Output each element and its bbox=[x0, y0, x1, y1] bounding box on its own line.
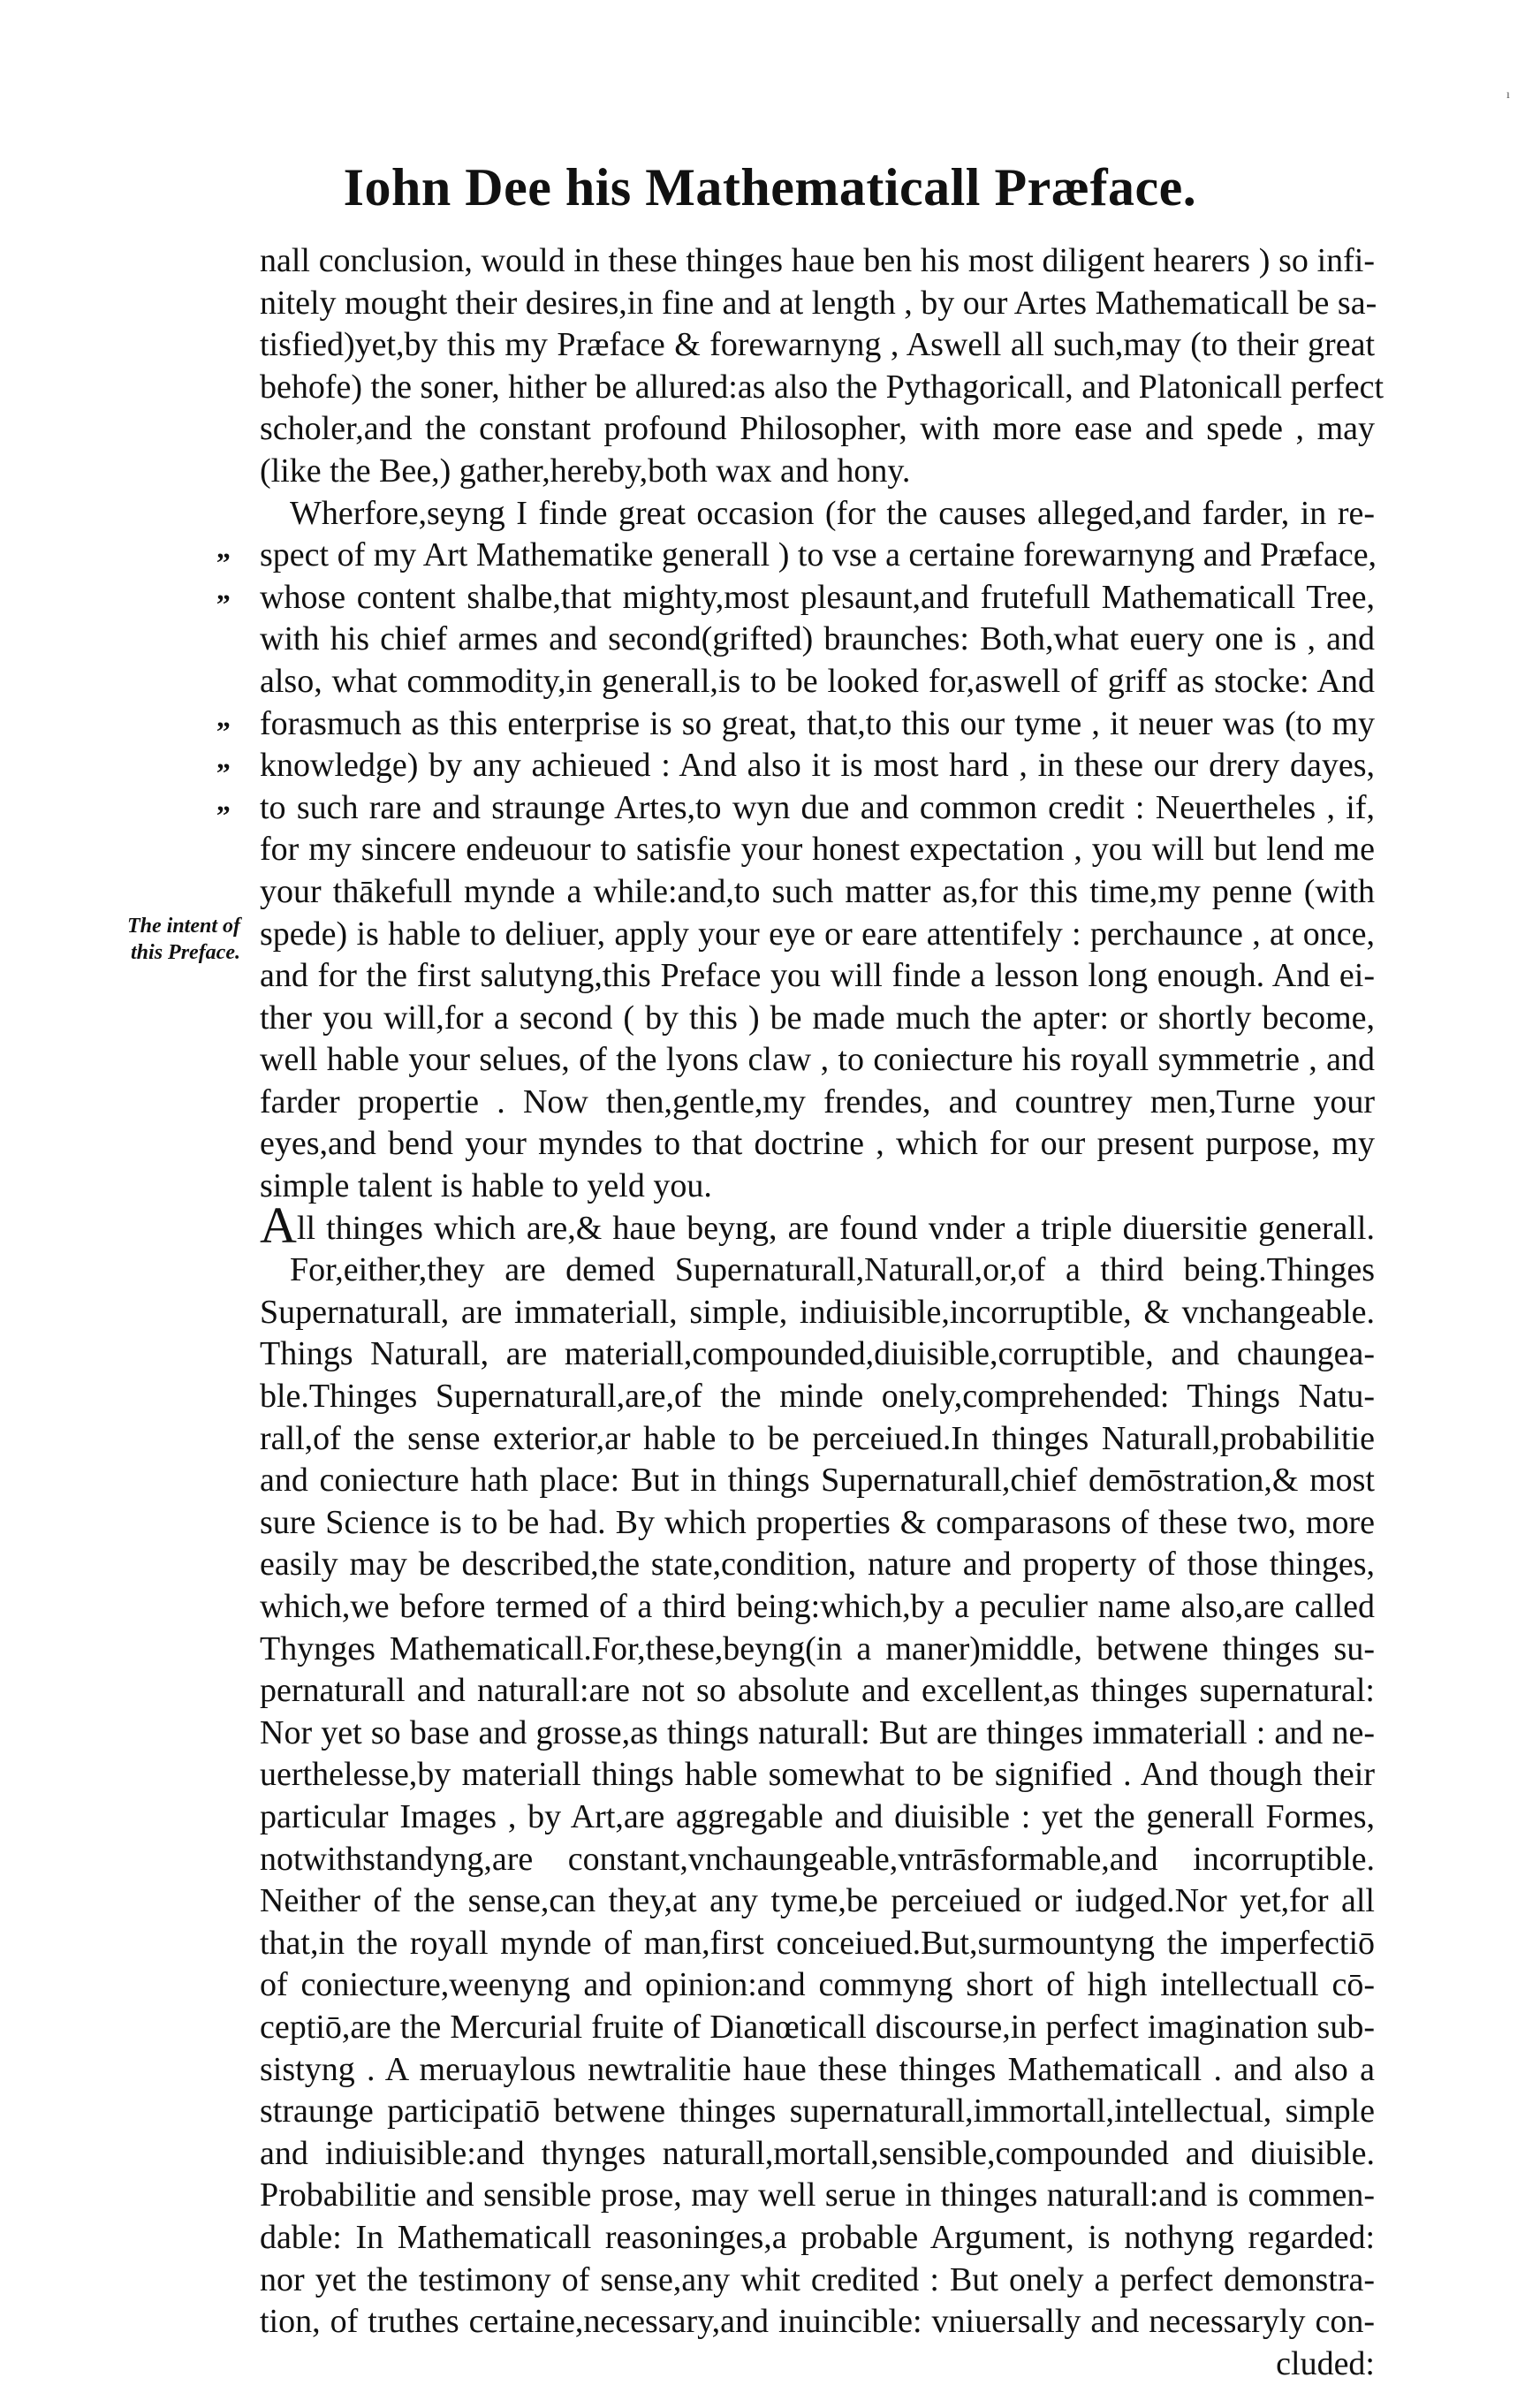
text-line: ther you will,for a second ( by this ) be made much the apter: or shortly become, bbox=[260, 999, 1375, 1037]
text-line: scholer,and the constant profound Philosopher, with more ease and spede , may bbox=[260, 410, 1375, 448]
text-line: that,in the royall mynde of man,first conceiued.But,surmountyng the imperfectiō bbox=[260, 1924, 1375, 1962]
text-line: uerthelesse,by materiall things hable somewhat to be signified . And though their bbox=[260, 1756, 1375, 1794]
text-line: well hable your selues, of the lyons claw , to coniecture his royall symmetrie , and bbox=[260, 1041, 1375, 1079]
text-line: tisfied)yet,by this my Præface & forewarnyng , Aswell all such,may (to their great bbox=[260, 326, 1375, 364]
text-line: Neither of the sense,can they,at any tyme,be perceiued or iudged.Nor yet,for all bbox=[260, 1882, 1375, 1920]
margin-note-line-1: The intent of bbox=[126, 915, 240, 938]
body-text bbox=[260, 240, 1384, 2385]
text-line: nitely mought their desires,in fine and at length , by our Artes Mathematicall be sa- bbox=[260, 284, 1377, 322]
text-line: nor yet the testimony of sense,any whit credited : But onely a perfect demonstra- bbox=[260, 2260, 1375, 2298]
text-line: sistyng . A meruaylous newtralitie haue these thinges Mathematicall . and also a bbox=[260, 2050, 1375, 2088]
text-line: particular Images , by Art,are aggregable and diuisible : yet the generall Formes, bbox=[260, 1797, 1375, 1835]
text-line: whose content shalbe,that mighty,most plesaunt,and frutefull Mathematicall Tree, bbox=[260, 578, 1375, 616]
text-line: nall conclusion, would in these thinges haue ben his most diligent hearers ) so infi- bbox=[260, 242, 1375, 279]
text-line: to such rare and straunge Artes,to wyn due and common credit : Neuertheles , if, bbox=[260, 788, 1375, 826]
text-line: behofe) the soner, hither be allured:as also the Pythagoricall, and Platonicall perfect bbox=[260, 368, 1384, 406]
text-line-dropcap bbox=[260, 1196, 1375, 1254]
text-line: with his chief armes and second(grifted) braunches: Both,what euery one is , and bbox=[260, 620, 1375, 658]
text-line: Wherfore,seyng I finde great occasion (for the causes alleged,and farder, in re- bbox=[290, 494, 1375, 532]
text-line: forasmuch as this enterprise is so great, that,to this our tyme , it neuer was (to my bbox=[260, 704, 1375, 742]
quote-mark: „ bbox=[216, 785, 231, 817]
text-line: Things Naturall, are materiall,compounded,diuisible,corruptible, and chaungea- bbox=[260, 1335, 1375, 1373]
text-line: eyes,and bend your myndes to that doctrine , which for our present purpose, my bbox=[260, 1125, 1375, 1163]
text-line: and coniecture hath place: But in things Supernaturall,chief demōstration,& most bbox=[260, 1462, 1375, 1500]
corner-mark: ı bbox=[1506, 88, 1510, 102]
drop-cap: A bbox=[260, 1196, 297, 1254]
text-line: also, what commodity,in generall,is to be looked for,aswell of griff as stocke: And bbox=[260, 662, 1375, 700]
text-line: spede) is hable to deliuer, apply your eye or eare attentifely : perchaunce , at once, bbox=[260, 915, 1375, 953]
text-line: simple talent is hable to yeld you. bbox=[260, 1167, 712, 1205]
text-line: ble.Thinges Supernaturall,are,of the minde onely,comprehended: Things Natu- bbox=[260, 1378, 1375, 1416]
text-line: sure Science is to be had. By which properties & comparasons of these two, more bbox=[260, 1503, 1375, 1541]
running-head: Iohn Dee his Mathematicall Præface. bbox=[343, 158, 1197, 216]
text-line: For,either,they are demed Supernaturall,Naturall,or,of a third being.Thinges bbox=[290, 1251, 1375, 1289]
text-line: Probabilitie and sensible prose, may well serue in thinges naturall:and is commen- bbox=[260, 2176, 1375, 2214]
text-line: notwithstandyng,are constant,vnchaungeable,vntrāsformable,and incorruptible. bbox=[260, 1840, 1375, 1878]
text-line: dable: In Mathematicall reasoninges,a probable Argument, is nothyng regarded: bbox=[260, 2218, 1375, 2256]
quote-mark: „ bbox=[216, 573, 231, 605]
text-line: pernaturall and naturall:are not so absolute and excellent,as thinges supernatural: bbox=[260, 1672, 1375, 1710]
text-line: your thākefull mynde a while:and,to such matter as,for this time,my penne (with bbox=[260, 872, 1375, 910]
text-line: Nor yet so base and grosse,as things naturall: But are thinges immateriall : and ne- bbox=[260, 1713, 1375, 1751]
quote-mark: „ bbox=[216, 532, 231, 564]
text-line: ceptiō,are the Mercurial fruite of Dianœticall discourse,in perfect imagination sub- bbox=[260, 2008, 1375, 2046]
text-line: spect of my Art Mathematike generall ) to vse a certaine forewarnyng and Præface, bbox=[260, 536, 1377, 574]
text-line: (like the Bee,) gather,hereby,both wax and hony. bbox=[260, 452, 911, 490]
text-line: which,we before termed of a third being:which,by a peculier name also,are called bbox=[260, 1588, 1375, 1625]
text-line: knowledge) by any achieued : And also it is most hard , in these our drery dayes, bbox=[260, 747, 1375, 785]
text-line: of coniecture,weenyng and opinion:and commyng short of high intellectuall cō- bbox=[260, 1966, 1375, 2004]
quote-mark: „ bbox=[216, 742, 231, 774]
text-line: easily may be described,the state,condition, nature and property of those thinges, bbox=[260, 1546, 1375, 1584]
text-line: and indiuisible:and thynges naturall,mortall,sensible,compounded and diuisible. bbox=[260, 2134, 1375, 2172]
text-line: for my sincere endeuour to satisfie your honest expectation , you will but lend me bbox=[260, 831, 1375, 869]
text-line: Supernaturall, are immateriall, simple, indiuisible,incorruptible, & vnchangeable. bbox=[260, 1293, 1375, 1331]
margin-note bbox=[81, 913, 240, 966]
quote-mark: „ bbox=[216, 701, 231, 733]
text-line: rall,of the sense exterior,ar hable to be perceiued.In thinges Naturall,probabilitie bbox=[260, 1419, 1375, 1457]
text-line: tion, of truthes certaine,necessary,and inuincible: vniuersally and necessaryly con- bbox=[260, 2303, 1375, 2341]
text-line: Thynges Mathematicall.For,these,beyng(in a maner)middle, betwene thinges su- bbox=[260, 1629, 1375, 1667]
text-line: cluded: bbox=[1276, 2344, 1375, 2382]
text-line: and for the first salutyng,this Preface you will finde a lesson long enough. And ei- bbox=[260, 957, 1375, 995]
text-line: farder propertie . Now then,gentle,my frendes, and countrey men,Turne your bbox=[260, 1082, 1375, 1120]
margin-note-line-2: this Preface. bbox=[131, 941, 240, 964]
text-line: straunge participatiō betwene thinges supernaturall,immortall,intellectual, simple bbox=[260, 2093, 1375, 2131]
text-line-rest: ll thinges which are,& haue beyng, are found vnder a triple diuersitie generall. bbox=[296, 1209, 1375, 1247]
